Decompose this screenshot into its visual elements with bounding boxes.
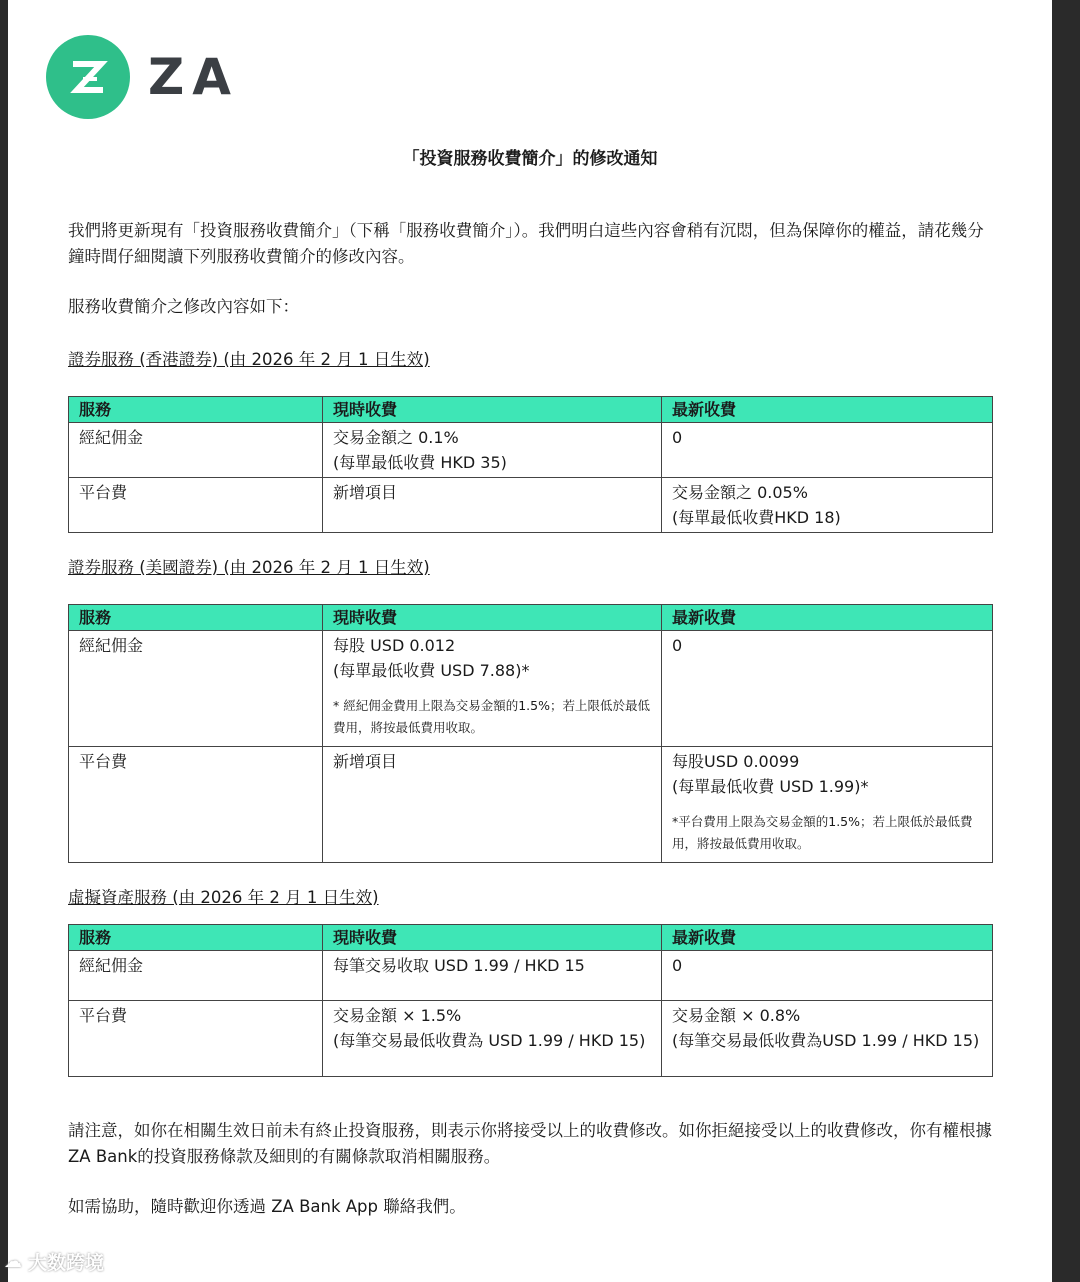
table-row	[69, 423, 993, 478]
current-fee-min: (每單最低收費 HKD 35)	[333, 453, 507, 472]
header-service: 服務	[69, 925, 323, 951]
table-row	[69, 951, 993, 1001]
new-fee-line: 每股USD 0.0099	[672, 752, 800, 771]
intro-paragraph: 我們將更新現有「投資服務收費簡介」（下稱「服務收費簡介」）。我們明白這些內容會稍有沉悶，但為保障你的權益，請花幾分鐘時間仔細閱讀下列服務收費簡介的修改內容。	[68, 221, 984, 266]
table-header-row	[69, 605, 993, 631]
za-logo-mark-icon	[46, 35, 130, 119]
new-fee-cell: 0	[662, 423, 993, 478]
header-new: 最新收費	[662, 605, 993, 631]
table-header-row	[69, 925, 993, 951]
za-logo-text: ZA	[148, 48, 239, 106]
current-fee-cell: 新增項目	[323, 478, 662, 533]
notice-paragraph: 請注意，如你在相關生效日前未有終止投資服務，則表示你將接受以上的收費修改。如你拒絕接受以上的收費修改，你有權根據ZA Bank的投資服務條款及細則的有關條款取消相關服務。	[68, 1121, 992, 1166]
notice-title: 「投資服務收費簡介」的修改通知	[402, 149, 658, 169]
section-heading-va: 虛擬資產服務 (由 2026 年 2 月 1 日生效)	[68, 888, 379, 907]
service-cell: 平台費	[69, 478, 323, 533]
new-fee-cell	[662, 747, 993, 863]
new-fee-min: (每筆交易最低收費為USD 1.99 / HKD 15)	[672, 1031, 980, 1050]
service-cell: 平台費	[69, 1001, 323, 1077]
header-service: 服務	[69, 397, 323, 423]
help-paragraph: 如需協助，隨時歡迎你透過 ZA Bank App 聯絡我們。	[68, 1197, 466, 1216]
header-new: 最新收費	[662, 397, 993, 423]
service-cell: 平台費	[69, 747, 323, 863]
watermark-logo-icon: ☁	[4, 1251, 22, 1272]
current-fee-cell	[323, 423, 662, 478]
za-logo	[46, 35, 239, 119]
table-row	[69, 478, 993, 533]
current-fee-min: (每筆交易最低收費為 USD 1.99 / HKD 15)	[333, 1031, 646, 1050]
watermark-text: 大数跨境	[28, 1252, 105, 1274]
header-current: 現時收費	[323, 397, 662, 423]
new-fee-cell	[662, 1001, 993, 1077]
table-row	[69, 1001, 993, 1077]
lead-paragraph: 服務收費簡介之修改內容如下：	[68, 297, 299, 316]
section-heading-us: 證券服務 (美國證券) (由 2026 年 2 月 1 日生效)	[68, 558, 430, 577]
watermark	[4, 1248, 104, 1275]
fee-table-hk	[68, 396, 993, 533]
current-fee-cell	[323, 631, 662, 747]
current-fee-line: 交易金額之 0.1%	[333, 428, 459, 447]
service-cell: 經紀佣金	[69, 423, 323, 478]
new-fee-note: *平台費用上限為交易金額的1.5%；若上限低於最低費用，將按最低費用收取。	[672, 814, 973, 851]
new-fee-line: 交易金額 × 0.8%	[672, 1006, 801, 1025]
table-header-row	[69, 397, 993, 423]
fee-table-va	[68, 924, 993, 1077]
table-row	[69, 747, 993, 863]
service-cell: 經紀佣金	[69, 631, 323, 747]
new-fee-min: (每單最低收費HKD 18)	[672, 508, 841, 527]
current-fee-line: 每股 USD 0.012	[333, 636, 456, 655]
header-new: 最新收費	[662, 925, 993, 951]
current-fee-line: 交易金額 × 1.5%	[333, 1006, 462, 1025]
current-fee-cell	[323, 1001, 662, 1077]
current-fee-cell: 新增項目	[323, 747, 662, 863]
current-fee-note: * 經紀佣金費用上限為交易金額的1.5%；若上限低於最低費用，將按最低費用收取。	[333, 698, 650, 735]
new-fee-cell: 0	[662, 951, 993, 1001]
current-fee-cell: 每筆交易收取 USD 1.99 / HKD 15	[323, 951, 662, 1001]
new-fee-cell	[662, 478, 993, 533]
header-current: 現時收費	[323, 605, 662, 631]
table-row	[69, 631, 993, 747]
new-fee-line: 交易金額之 0.05%	[672, 483, 808, 502]
header-service: 服務	[69, 605, 323, 631]
fee-table-us	[68, 604, 993, 863]
document-page	[8, 0, 1052, 1282]
current-fee-min: (每單最低收費 USD 7.88)*	[333, 661, 530, 680]
section-heading-hk: 證券服務 (香港證券) (由 2026 年 2 月 1 日生效)	[68, 350, 430, 369]
header-current: 現時收費	[323, 925, 662, 951]
new-fee-min: (每單最低收費 USD 1.99)*	[672, 777, 869, 796]
new-fee-cell: 0	[662, 631, 993, 747]
service-cell: 經紀佣金	[69, 951, 323, 1001]
